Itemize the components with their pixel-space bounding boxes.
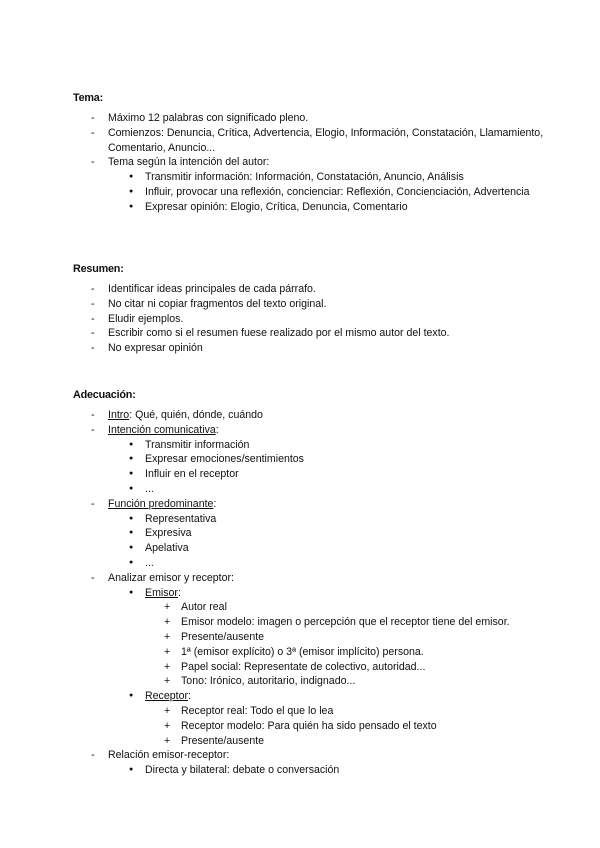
list-item: + Receptor modelo: Para quién ha sido pensado el texto xyxy=(181,719,548,734)
list-item: ● ... xyxy=(145,482,548,497)
list-item: + 1ª (emisor explícito) o 3ª (emisor implícito) persona. xyxy=(181,645,548,660)
list-item: ● ... xyxy=(145,556,548,571)
intro-text: : Qué, quién, dónde, cuándo xyxy=(129,409,263,421)
list-item: - No expresar opinión xyxy=(108,341,548,356)
list-item: ● Influir en el receptor xyxy=(145,467,548,482)
list-item xyxy=(145,689,548,748)
list-item xyxy=(108,408,548,423)
intencion-comunicativa-list xyxy=(108,438,548,497)
colon: : xyxy=(188,690,191,703)
funcion-predominante-list xyxy=(108,512,548,571)
emisor-list xyxy=(145,600,548,689)
list-item xyxy=(108,423,548,497)
list-item: ● Apelativa xyxy=(145,541,548,556)
list-item: + Receptor real: Todo el que lo lea xyxy=(181,704,548,719)
list-item: + Tono: Irónico, autoritario, indignado... xyxy=(181,674,548,689)
list-item: ● Expresiva xyxy=(145,526,548,541)
list-item xyxy=(108,571,548,749)
list-item: - Comienzos: Denuncia, Crítica, Advertencia, Elogio, Información, Constatación, Llamamiento, Comentario, Anuncio... xyxy=(108,126,548,156)
resumen-list xyxy=(108,282,548,356)
adecuacion-heading: Adecuación: xyxy=(73,389,136,401)
list-item: - Máximo 12 palabras con significado pleno. xyxy=(108,111,548,126)
intro-label: Intro xyxy=(108,409,130,421)
intencion-autor-list xyxy=(108,170,548,214)
list-item: + Autor real xyxy=(181,600,548,615)
receptor-list xyxy=(145,704,548,748)
list-item xyxy=(108,748,548,778)
resumen-heading: Resumen: xyxy=(73,263,124,275)
list-item: + Papel social: Representate de colectivo, autoridad... xyxy=(181,660,548,675)
colon: : xyxy=(213,497,217,510)
list-item xyxy=(145,586,548,690)
list-item: - Eludir ejemplos. xyxy=(108,312,548,327)
tema-heading: Tema: xyxy=(73,92,103,104)
relacion-list xyxy=(108,763,548,778)
colon: : xyxy=(215,423,219,436)
list-item: ● Transmitir información xyxy=(145,438,548,453)
list-item: ● Directa y bilateral: debate o conversación xyxy=(145,763,548,778)
relacion-text: Relación emisor-receptor: xyxy=(108,749,230,762)
list-item: ● Expresar opinión: Elogio, Crítica, Denuncia, Comentario xyxy=(145,200,548,215)
list-item: + Presente/ausente xyxy=(181,630,548,645)
list-item: ● Transmitir información: Información, Constatación, Anuncio, Análisis xyxy=(145,170,548,185)
list-item: ● Expresar emociones/sentimientos xyxy=(145,452,548,467)
list-item xyxy=(108,155,548,214)
list-item xyxy=(108,497,548,571)
receptor-label: Receptor xyxy=(145,690,188,703)
colon: : xyxy=(177,586,181,599)
list-item: - Identificar ideas principales de cada párrafo. xyxy=(108,282,548,297)
list-item: ● Influir, provocar una reflexión, concienciar: Reflexión, Concienciación, Advertencia xyxy=(145,185,548,200)
intencion-comunicativa-label: Intención comunicativa xyxy=(108,423,216,436)
list-item: + Presente/ausente xyxy=(181,734,548,749)
emisor-label: Emisor xyxy=(145,586,178,599)
list-item: + Emisor modelo: imagen o percepción que el receptor tiene del emisor. xyxy=(181,615,548,630)
list-item: - Escribir como si el resumen fuese realizado por el mismo autor del texto. xyxy=(108,326,548,341)
list-item: ● Representativa xyxy=(145,512,548,527)
tema-list xyxy=(108,111,548,215)
funcion-predominante-label: Función predominante xyxy=(108,497,214,510)
emisor-receptor-list xyxy=(108,586,548,749)
adecuacion-list xyxy=(108,408,548,778)
analizar-text: Analizar emisor y receptor: xyxy=(108,571,234,584)
list-item-text: Tema según la intención del autor: xyxy=(108,156,270,169)
list-item: - No citar ni copiar fragmentos del texto original. xyxy=(108,297,548,312)
